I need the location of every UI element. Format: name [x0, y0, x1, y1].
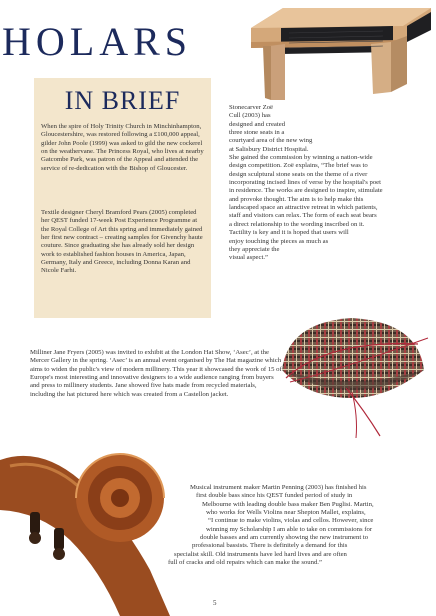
milliner-paragraph: Milliner Jane Fryers (2005) was invited to exhibit at the London Hat Show, ‘Asec’, at the Mercer Gallery in the spring. ‘Asec’ is an annual event organised by The Hat magazine which aims to widen the public's view of modern millinery. This year it showcased the work of 15 of Europe's most interesting and innovative designers to a wide audience ranging from buyers and press to millinery students. Jane showed five hats made from recycled materials, including the hat pictured here which was created from a Castellon jacket. [30, 349, 282, 398]
stonecarver-line: Tactility is key and it is hoped that users will [229, 229, 349, 237]
hat-photo [268, 300, 436, 440]
stonecarver-line: and provoke thought. The aim is to help make this [229, 195, 364, 203]
stonecarver-line: in residence. The works are designed to inspire, stimulate [229, 187, 383, 195]
stonecarver-line: incorporating incised lines of verse by the hospital's poet [229, 179, 382, 187]
stonecarver-text [229, 104, 424, 263]
stonecarver-line: visual aspect.” [229, 254, 268, 262]
stonecarver-line: courtyard area of the new wing [229, 137, 313, 145]
stonecarver-line: enjoy touching the pieces as much as [229, 237, 329, 245]
stonecarver-line: design sculptural stone seats on the theme of a river [229, 170, 368, 178]
stonecarver-line: designed and created [229, 120, 286, 128]
violin-line: professional bassists. There is definitely a demand for this [192, 542, 348, 550]
violin-maker-text [168, 484, 418, 567]
stone-seat-photo [243, 0, 436, 104]
in-brief-heading: IN BRIEF [64, 86, 181, 115]
stonecarver-line: they appreciate the [229, 245, 280, 253]
stonecarver-line: Stonecarver Zoë [229, 104, 274, 111]
stonecarver-line: three stone seats in a [229, 129, 285, 137]
stonecarver-line: landscaped space an attractive retreat in which patients, [229, 204, 378, 212]
in-brief-paragraph-textile: Textile designer Cheryl Bramford Pears (2005) completed her QEST funded 17-week Post Experience Programme at the Royal College of Art this spring and immediately gained her first new contract – creating samples for Givenchy haute couture. Since graduating she has already sold her design work to established fashion houses in America, Japan, Germany, Italy and Greece, including Donna Karan and Nicole Farhi. [41, 209, 203, 275]
violin-line: specialist skill. Old instruments have led hard lives and are often [174, 550, 347, 558]
violin-line: “I continue to make violins, violas and cellos. However, since [208, 517, 374, 525]
page-number: 5 [213, 599, 217, 607]
stonecarver-line: staff and visitors can relax. The form of each seat bears [229, 212, 377, 220]
violin-line: first double bass since his QEST funded period of study in [196, 492, 353, 500]
stonecarver-line: at Salisbury District Hospital. [229, 145, 309, 153]
masthead-title: HOLARS [2, 19, 193, 64]
violin-line: double basses and am currently showing the new instrument to [200, 534, 369, 542]
violin-line: full of cracks and old repairs which can make the sound.” [168, 559, 322, 567]
violin-line: Melbourne with leading double bass maker Ben Puglisi. Martin, [202, 500, 374, 508]
stonecarver-line: She gained the commission by winning a nation-wide [229, 154, 373, 162]
in-brief-paragraph-gilder: When the spire of Holy Trinity Church in Minchinhampton, Gloucestershire, was restored following a £100,000 appeal, gilder John Poole (1999) was asked to gild the new cockerel on the weathervane. The Princess Royal, who lives at nearby Gatcombe Park, was patron of the Appeal and attended the service of re-dedication with the Bishop of Gloucester. [41, 123, 204, 172]
stonecarver-line: Cull (2003) has [229, 112, 271, 120]
violin-line: Musical instrument maker Martin Penning (2003) has finished his [190, 484, 367, 491]
stonecarver-line: design competition. Zoë explains, “The brief was to [229, 162, 368, 170]
stonecarver-line: a direct relationship to the wording inscribed on it. [229, 220, 365, 228]
violin-line: winning my Scholarship I am able to take on commissions for [206, 525, 373, 533]
violin-line: who works for Wells Violins near Shepton Mallet, explains, [206, 509, 366, 517]
double-bass-scroll-photo [0, 420, 186, 616]
